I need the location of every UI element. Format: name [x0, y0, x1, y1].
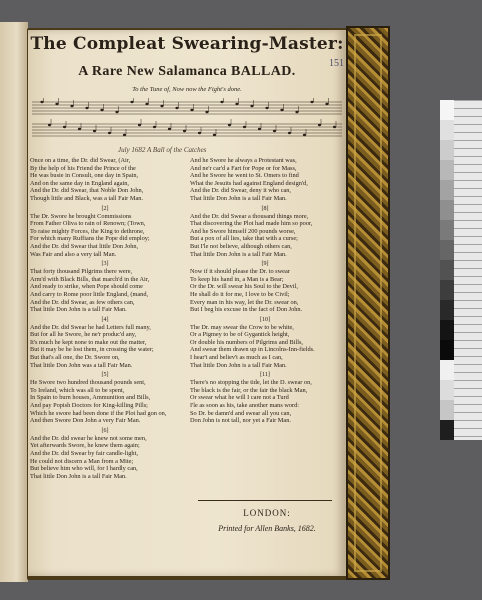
verse-line: I hear't and believ't as much as I can, — [190, 354, 283, 362]
gilt-page-border — [346, 26, 390, 580]
verse-line: Now if it should please the Dr. to swear — [190, 268, 290, 276]
stanza-number: [2] — [101, 205, 109, 212]
verse-line: Yet afterwards Swore, he knew them again; — [30, 442, 140, 450]
music-note — [303, 134, 306, 136]
music-note — [325, 103, 328, 105]
verse-line: The Dr. Swore he brought Commissions — [30, 212, 132, 220]
handwritten-annotation: July 1682 A Ball of the Catches — [118, 146, 207, 154]
broadside-page — [28, 30, 346, 576]
music-note — [280, 109, 283, 111]
verse-line: That little Don John is a tall Fair Man. — [190, 194, 287, 202]
music-note — [258, 128, 261, 130]
music-note — [288, 132, 291, 134]
verse-line: And the Dr. did Swear he had Letters full many, — [30, 323, 151, 331]
stanza — [30, 317, 180, 370]
verse-line: That discovering the Plot had made him so poor, — [190, 220, 313, 228]
verse-line: Or a Pigmey to be of Gygantick height, — [190, 331, 290, 339]
stanza-number: [3] — [101, 261, 109, 268]
verse-line: And swear them drawn up in Lincolns-Inn-fields. — [190, 346, 315, 354]
music-note — [198, 132, 201, 134]
music-note — [78, 128, 81, 130]
verse-line: Which he swore had been done if the Plot had gon on, — [30, 409, 167, 417]
stanza — [190, 261, 340, 314]
verse-line: And the Dr. did swear he knew not some men, — [30, 434, 147, 442]
verse-line: There's no stopping the tide, let the D. swear on, — [190, 379, 312, 387]
verse-line: And carry to Rome poor little England, (mand, — [30, 290, 149, 298]
music-note — [85, 107, 88, 109]
verse-line: And on the same day in England again, — [30, 179, 129, 187]
verse-line: But it may be he lost them, in crossing the water; — [30, 346, 154, 354]
music-note — [93, 130, 96, 132]
verse-line: To keep his hand in, a Man is a Bear; — [190, 275, 284, 283]
verse-line: He Swore two hundred thousand pounds sent, — [30, 379, 146, 387]
stanza — [30, 428, 180, 481]
music-note — [243, 126, 246, 128]
music-note — [160, 105, 163, 107]
music-note — [123, 134, 126, 136]
verse-line: He shall do it for me, I love to be Civil; — [190, 290, 290, 298]
verse-line: That forty thousand Pilgrims there were, — [30, 268, 133, 276]
stanza — [30, 206, 180, 259]
music-note — [153, 126, 156, 128]
stanza — [30, 372, 180, 425]
previous-page-edge — [0, 22, 28, 582]
music-note — [138, 124, 141, 126]
page-title: The Compleat Swearing-Master: — [30, 34, 344, 54]
stanza — [190, 372, 340, 425]
ballad-subtitle: A Rare New Salamanca BALLAD. — [78, 64, 296, 79]
verse-line: From Father Oliva to rain of Renown; (Town, — [30, 220, 146, 228]
verse-line: Or double his numbers of Pilgrims and Bills, — [190, 338, 303, 346]
music-note — [100, 109, 103, 111]
music-note — [63, 126, 66, 128]
ruler-ticks — [454, 100, 482, 440]
verse-line: That little Don John is a tall Fair Man. — [190, 250, 287, 258]
music-note — [318, 124, 321, 126]
music-note — [220, 101, 223, 103]
verse-line: What the Jesuits had against England design'd, — [190, 179, 308, 187]
music-note — [108, 132, 111, 134]
verse-line: For which many Ruffians the Pope did employ; — [30, 235, 150, 243]
music-note — [310, 101, 313, 103]
verse-line: But that's all one, the Dr. Swore on, — [30, 354, 120, 362]
verse-line: But I beg his excuse in the fact of Don John. — [190, 306, 303, 314]
stanza — [30, 157, 180, 203]
music-note — [115, 111, 118, 113]
verse-line: I'le as soon as his, take another mans word: — [190, 402, 300, 410]
left-verse-column — [30, 157, 180, 483]
verse-line: The Dr. may swear the Crow to be white, — [190, 323, 294, 331]
verse-line: By the help of his Friend the Prince of the — [30, 164, 136, 172]
music-note — [40, 101, 43, 103]
music-note — [175, 107, 178, 109]
music-note — [70, 105, 73, 107]
music-note — [213, 134, 216, 136]
verse-line: Though little and Black, was a tall Fair Man. — [30, 194, 143, 202]
verse-line: That little Don John was a tall Fair Man. — [30, 361, 133, 369]
verse-line: But I'le not believe, although others can, — [190, 242, 292, 250]
stanza-number: [9] — [261, 261, 269, 268]
stanza — [190, 157, 340, 203]
music-note — [145, 103, 148, 105]
verse-line: And ready to strike, when Pope should come — [30, 283, 143, 291]
stanza — [190, 317, 340, 370]
verse-line: And the Dr. did Swear by fair candle-light, — [30, 450, 138, 457]
imprint-rule — [198, 500, 332, 501]
verse-line: Don John is not tall, nor yet a Fair Man. — [190, 417, 291, 425]
right-verse-column — [190, 157, 340, 428]
verse-line: And the Dr. did Swear that little Don John, — [30, 242, 139, 250]
verse-line: Was Fair and also a very tall Man. — [30, 250, 117, 258]
stanza-number: [8] — [261, 205, 269, 212]
music-note — [205, 111, 208, 113]
verse-line: Arm'd with Black Bills, that march'd in the Air, — [30, 275, 150, 283]
music-note — [250, 105, 253, 107]
music-note — [295, 111, 298, 113]
verse-line: That little Don John is a tall Fair Man. — [190, 361, 287, 369]
music-note — [235, 103, 238, 105]
music-note — [228, 124, 231, 126]
verse-line: Once on a time, the Dr. did Swear, (Air, — [30, 157, 131, 164]
verse-line: And he Swore he went to St. Omers to find — [190, 172, 299, 180]
verse-line: And pay Popish Doctors for King-killing Pills; — [30, 402, 148, 410]
verse-line: So Dr. be damn'd and swear all you can, — [190, 409, 292, 417]
verse-line: And then Swore Don John a very Fair Man. — [30, 417, 141, 425]
music-note — [190, 109, 193, 111]
music-note — [265, 107, 268, 109]
imprint-place: LONDON: — [243, 508, 291, 518]
imprint-printer: Printed for Allen Banks, 1682. — [218, 524, 316, 533]
music-note — [183, 130, 186, 132]
verse-line: And he Swore he always a Protestant was, — [190, 157, 297, 164]
music-staff — [28, 98, 346, 148]
verse-line: To raise mighty Forces, the King to dethrone, — [30, 227, 145, 235]
verse-line: He could not discern a Man from a Mite; — [30, 457, 134, 465]
verse-line: Or swear what he will I care not a Turd — [190, 394, 289, 402]
music-note — [273, 130, 276, 132]
verse-line: And the Dr. did Swear, as few others can, — [30, 298, 135, 306]
verse-line: But believe him who will, for I hardly can, — [30, 465, 138, 473]
verse-line: And the Dr. did Swear a thousand things more, — [190, 212, 309, 220]
tune-line: To the Tune of, Now now the Fight's done. — [132, 86, 242, 93]
stanza-number: [10] — [260, 316, 270, 323]
verse-line: And ne'r car'd a Fart for Pope or for Mass, — [190, 164, 297, 172]
verse-line: In Spain to burn houses, Ammunition and Bills, — [30, 394, 151, 402]
stanza — [190, 206, 340, 259]
verse-line: And the Dr. did Swear, that Noble Don John, — [30, 187, 144, 195]
grayscale-swatches — [440, 100, 454, 440]
verse-line: Every man in his way, let the Dr. swear on, — [190, 298, 299, 306]
stanza-number: [4] — [101, 316, 109, 323]
verse-line: That little Don John is a tall Fair Man. — [30, 306, 127, 314]
verse-line: That little Don John is a tall Fair Man. — [30, 472, 127, 480]
music-note — [168, 128, 171, 130]
music-note — [48, 124, 51, 126]
music-note — [333, 126, 336, 128]
verse-line: And the Dr. did Swear, deny it who can, — [190, 187, 292, 195]
stanza-number: [6] — [101, 427, 109, 434]
stanza-number: [11] — [260, 372, 270, 379]
verse-line: But a pox of all lies, take that with a curse; — [190, 235, 298, 243]
verse-line: But for all he Swore, he ne'r produc'd any, — [30, 331, 137, 339]
verse-line: And he Swore himself 200 pounds worse, — [190, 227, 296, 235]
music-note — [55, 103, 58, 105]
verse-line: It's much he kept none to make out the matter, — [30, 338, 147, 346]
stanza-number: [5] — [101, 372, 109, 379]
music-note — [130, 101, 133, 103]
verse-line: He was busie in Consult, one day in Spain, — [30, 172, 139, 180]
verse-line: The black is the fair, or the fair the black Man, — [190, 386, 308, 394]
verse-line: To Ireland, which was all to be spent, — [30, 386, 125, 394]
verse-line: Or the Dr. will swear his Soul to the Devil, — [190, 283, 298, 291]
stanza — [30, 261, 180, 314]
page-number: 151 — [329, 58, 344, 69]
